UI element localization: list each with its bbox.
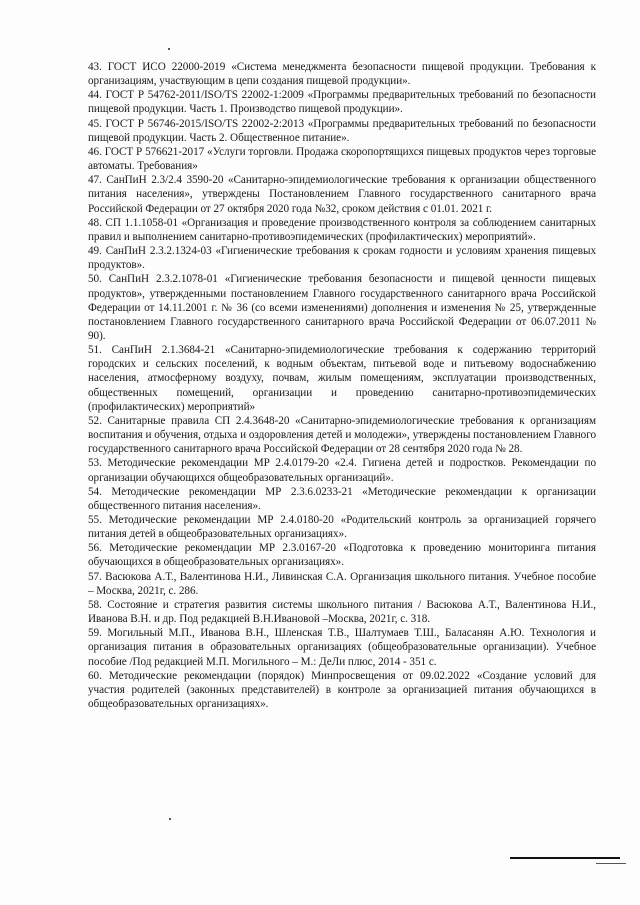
scan-edge-line — [510, 857, 620, 859]
reference-entry-59: 59. Могильный М.П., Иванова В.Н., Шленская Т.В., Шалтумаев Т.Ш., Баласанян А.Ю. Технология и организация питания в образовательных организациях (общеобразовательные организации). Учебное пособие /Под редакцией М.П. Могильного – М.: ДеЛи плюс, 2014 - 351 с. — [88, 627, 596, 668]
reference-entry-56: 56. Методические рекомендации МР 2.3.0167-20 «Подготовка к проведению мониторинга питания обучающихся в общеобразовательных организациях». — [88, 542, 596, 569]
reference-list — [88, 60, 596, 711]
reference-entry-60: 60. Методические рекомендации (порядок) Минпросвещения от 09.02.2022 «Создание условий для участия родителей (законных представителей) в контроле за организацией питания обучающихся в общеобразовательных организациях». — [88, 669, 596, 711]
reference-entry-46: 46. ГОСТ Р 576621-2017 «Услуги торговли. Продажа скоропортящихся пищевых продуктов через торговые автоматы. Требования» — [88, 145, 596, 173]
reference-entry-45: 45. ГОСТ Р 56746-2015/ISO/TS 22002-2:2013 «Программы предварительных требований по безопасности пищевой продукции. Часть 2. Общественное питание». — [88, 117, 596, 144]
reference-entry-49: 49. СанПиН 2.3.2.1324-03 «Гигиенические требования к срокам годности и условиям хранения пищевых продуктов». — [88, 245, 596, 272]
scan-speck — [168, 48, 170, 50]
reference-entry-57: 57. Васюкова А.Т., Валентинова Н.И., Ливинская С.А. Организация школьного питания. Учебное пособие – Москва, 2021г, с. 286. — [88, 570, 596, 597]
reference-entry-44: 44. ГОСТ Р 54762-2011/ISO/TS 22002-1:2009 «Программы предварительных требований по безопасности пищевой продукции. Часть 1. Производство пищевой продукции». — [88, 89, 596, 116]
reference-entry-50: 50. СанПиН 2.3.2.1078-01 «Гигиенические требования безопасности и пищевой ценности пищевых продуктов», утвержденными постановлением Главного государственного санитарного врача Российской Федерации от 14.11.2001 г. № 36 (со всеми изменениями) дополнения и изменения № 25, утвержденные постановлением Главного государственного санитарного врача Российской Федерации от 06.07.2011 № 90). — [88, 273, 596, 342]
reference-entry-43: 43. ГОСТ ИСО 22000-2019 «Система менеджмента безопасности пищевой продукции. Требования к организациям, участвующим в цепи создания пищевой продукции». — [88, 61, 596, 88]
reference-entry-51: 51. СанПиН 2.1.3684-21 «Санитарно-эпидемиологические требования к содержанию территорий городских и сельских поселений, к водным объектам, питьевой воде и питьевому водоснабжению населения, атмосферному воздуху, почвам, жилым помещениям, эксплуатации производственных, общественных помещений, организации и проведению санитарно-противоэпидемических (профилактических) мероприятий» — [88, 344, 596, 413]
scan-speck — [169, 818, 171, 820]
reference-entry-55: 55. Методические рекомендации МР 2.4.0180-20 «Родительский контроль за организацией горячего питания детей в общеобразовательных организациях». — [88, 514, 596, 541]
reference-entry-54: 54. Методические рекомендации МР 2.3.6.0233-21 «Методические рекомендации к организации общественного питания населения». — [88, 485, 596, 512]
reference-entry-58: 58. Состояние и стратегия развития системы школьного питания / Васюкова А.Т., Валентинова Н.И., Иванова В.Н. и др. Под редакцией В.Н.Ивановой –Москва, 2021г, с. 318. — [88, 598, 596, 626]
reference-entry-47: 47. СанПиН 2.3/2.4 3590-20 «Санитарно-эпидемиологические требования к организации общественного питания населения», утверждены Постановлением Главного государственного санитарного врача Российской Федерации от 27 октября 2020 года №32, сроком действия с 01.01. 2021 г. — [88, 174, 596, 215]
reference-entry-53: 53. Методические рекомендации МР 2.4.0179-20 «2.4. Гигиена детей и подростков. Рекомендации по организации обучающихся общеобразовательных организаций». — [88, 457, 596, 484]
scan-edge-line — [596, 863, 626, 864]
reference-entry-52: 52. Санитарные правила СП 2.4.3648-20 «Санитарно-эпидемиологические требования к организациям воспитания и обучения, отдыха и оздоровления детей и молодежи», утверждены постановлением Главного государственного санитарного врача Российской Федерации от 28 сентября 2020 года № 28. — [88, 414, 596, 456]
reference-entry-48: 48. СП 1.1.1058-01 «Организация и проведение производственного контроля за соблюдением санитарных правил и выполнением санитарно-противоэпидемических (профилактических) мероприятий». — [88, 216, 596, 243]
